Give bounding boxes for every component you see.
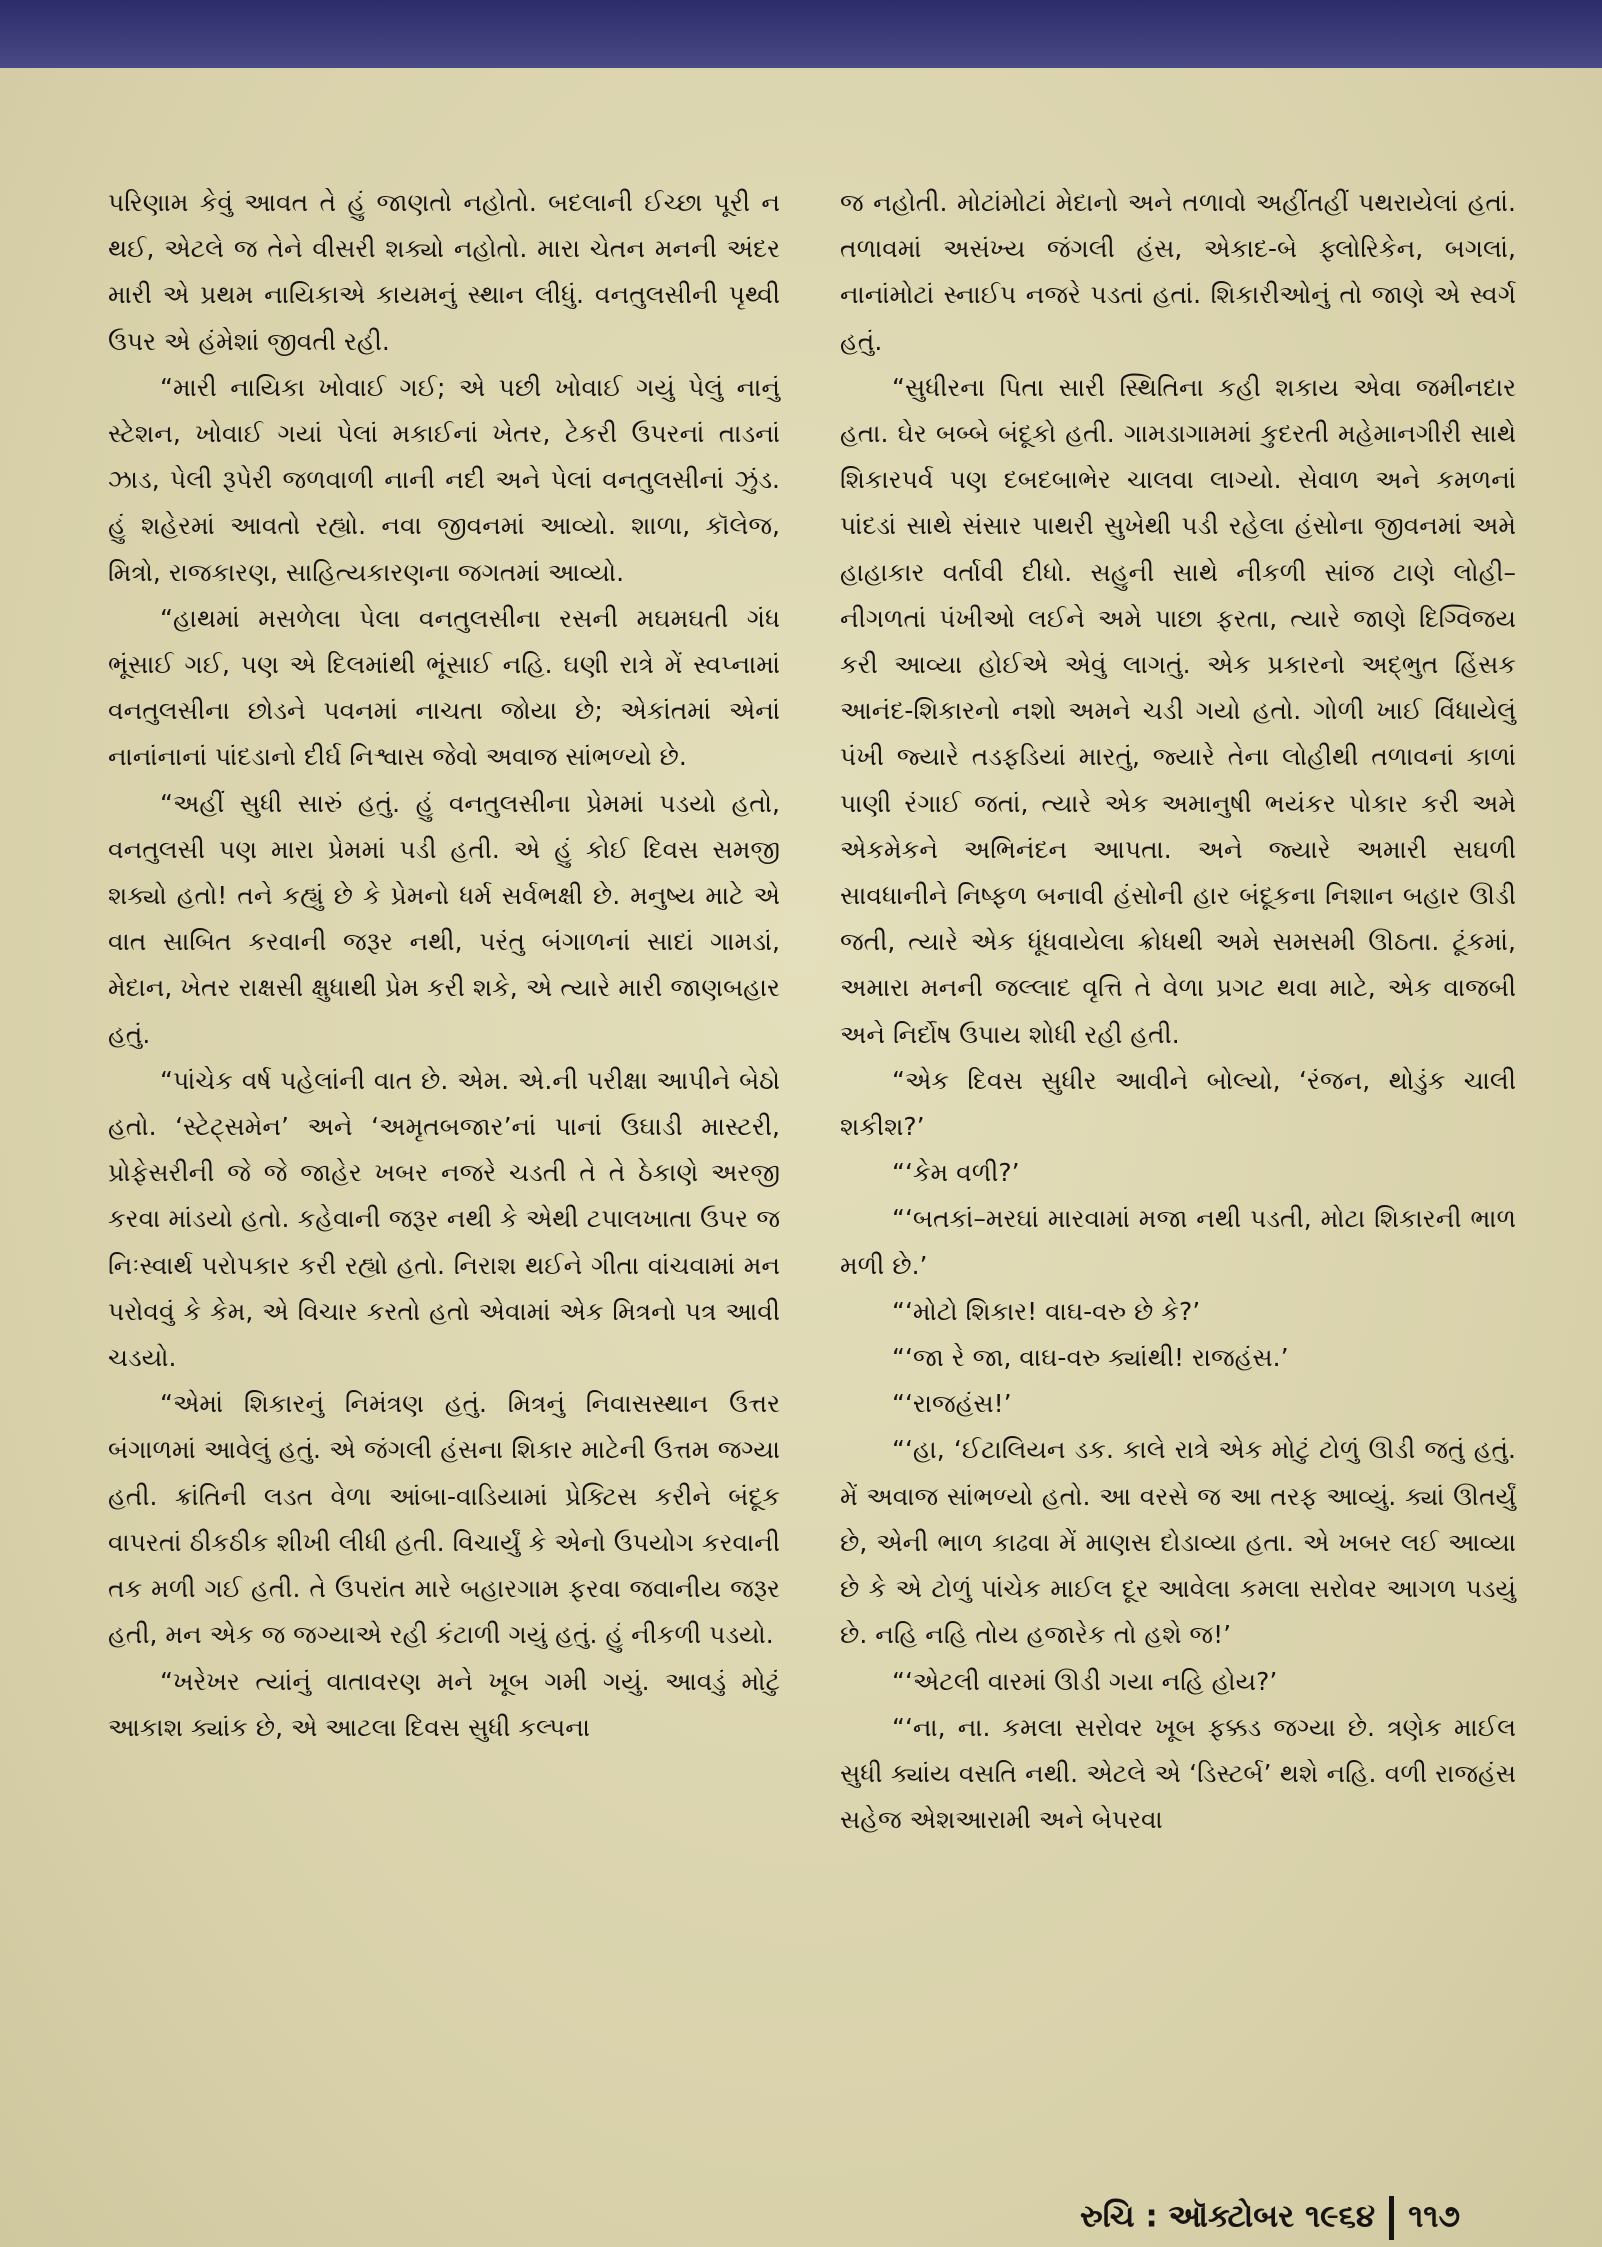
paragraph: “એમાં શિકારનું નિમંત્રણ હતું. મિત્રનું નિવાસસ્થાન ઉત્તર બંગાળમાં આવેલું હતું. એ જંગલી હંસના શિકાર માટેની ઉત્તમ જગ્યા હતી. ક્રાંતિની લડત વેળા આંબા-વાડિયામાં પ્રેક્ટિસ કરીને બંદૂક વાપરતાં ઠીકઠીક શીખી લીધી હતી. વિચાર્યું કે એનો ઉપયોગ કરવાની તક મળી ગઈ હતી. તે ઉપરાંત મારે બહારગામ ફરવા જવાનીય જરૂર હતી, મન એક જ જગ્યાએ રહી કંટાળી ગયું હતું. હું નીકળી પડયો. — [108, 1389, 780, 1650]
right-text-column — [840, 180, 1516, 1843]
paragraph: “‘રાજહંસ!’ — [892, 1389, 1012, 1419]
paragraph: “એક દિવસ સુધીર આવીને બોલ્યો, ‘રંજન, થોડુંક ચાલી શકીશ?’ — [840, 1065, 1516, 1142]
paragraph: “‘હા, ‘ઈટાલિયન ડક. કાલે રાત્રે એક મોટું ટોળું ઊડી જતું હતું. મેં અવાજ સાંભળ્યો હતો. આ વરસે જ આ તરફ આવ્યું. ક્યાં ઊતર્યું છે, એની ભાળ કાઢવા મેં માણસ દોડાવ્યા હતા. એ ખબર લઈ આવ્યા છે કે એ ટોળું પાંચેક માઈલ દૂર આવેલા કમલા સરોવર આગળ પડયું છે. નહિ નહિ તોય હજારેક તો હશે જ!’ — [840, 1435, 1516, 1650]
paragraph: “‘કેમ વળી?’ — [892, 1158, 1020, 1188]
paragraph: “ખરેખર ત્યાંનું વાતાવરણ મને ખૂબ ગમી ગયું. આવડું મોટું આકાશ ક્યાંક છે, એ આટલા દિવસ સુધી કલ્પના — [108, 1666, 780, 1742]
paragraph: “‘એટલી વારમાં ઊડી ગયા નહિ હોય?’ — [892, 1666, 1278, 1696]
paragraph: “મારી નાયિકા ખોવાઈ ગઈ; એ પછી ખોવાઈ ગયું પેલું નાનું સ્ટેશન, ખોવાઈ ગયાં પેલાં મકાઈનાં ખેતર, ટેકરી ઉપરનાં તાડનાં ઝાડ, પેલી રૂપેરી જળવાળી નાની નદી અને પેલાં વનતુલસીનાં ઝુંડ. હું શહેરમાં આવતો રહ્યો. નવા જીવનમાં આવ્યો. શાળા, કૉલેજ, મિત્રો, રાજકારણ, સાહિત્યકારણના જગતમાં આવ્યો. — [108, 372, 780, 587]
footer-divider — [1389, 2196, 1394, 2240]
magazine-issue-label: રુચિ : ઑક્ટોબર ૧૯૬૪ — [1080, 2198, 1376, 2235]
paragraph: “‘જા રે જા, વાઘ-વરુ ક્યાંથી! રાજહંસ.’ — [892, 1343, 1289, 1373]
paragraph: “‘બતકાં–મરઘાં મારવામાં મજા નથી પડતી, મોટા શિકારની ભાળ મળી છે.’ — [840, 1204, 1516, 1280]
page-number: ૧૧૭ — [1408, 2198, 1461, 2235]
paragraph: “‘ના, ના. કમલા સરોવર ખૂબ ફક્કડ જગ્યા છે. ત્રણેક માઈલ સુધી ક્યાંય વસતિ નથી. એટલે એ ‘ડિસ્ટર્બ’ થશે નહિ. વળી રાજહંસ સહેજ એશઆરામી અને બેપરવા — [840, 1712, 1516, 1835]
paragraph: પરિણામ કેવું આવત તે હું જાણતો નહોતો. બદલાની ઈચ્છા પૂરી ન થઈ, એટલે જ તેને વીસરી શક્યો નહોતો. મારા ચેતન મનની અંદર મારી એ પ્રથમ નાયિકાએ કાયમનું સ્થાન લીધું. વનતુલસીની પૃથ્વી ઉપર એ હંમેશાં જીવતી રહી. — [108, 188, 780, 356]
paragraph: “પાંચેક વર્ષ પહેલાંની વાત છે. એમ. એ.ની પરીક્ષા આપીને બેઠો હતો. ‘સ્ટેટ્સમેન’ અને ‘અમૃતબજાર’નાં પાનાં ઉઘાડી માસ્ટરી, પ્રોફેસરીની જે જે જાહેર ખબર નજરે ચડતી તે તે ઠેકાણે અરજી કરવા માંડયો હતો. કહેવાની જરૂર નથી કે એથી ટપાલખાતા ઉપર જ નિઃસ્વાર્થ પરોપકાર કરી રહ્યો હતો. નિરાશ થઈને ગીતા વાંચવામાં મન પરોવવું કે કેમ, એ વિચાર કરતો હતો એવામાં એક મિત્રનો પત્ર આવી ચડયો. — [108, 1065, 780, 1373]
paragraph: “‘મોટો શિકાર! વાઘ-વરુ છે કે?’ — [892, 1296, 1201, 1326]
paragraph: “સુધીરના પિતા સારી સ્થિતિના કહી શકાય એવા જમીનદાર હતા. ઘેર બબ્બે બંદૂકો હતી. ગામડાગામમાં કુદરતી મહેમાનગીરી સાથે શિકારપર્વ પણ દબદબાભેર ચાલવા લાગ્યો. સેવાળ અને કમળનાં પાંદડાં સાથે સંસાર પાથરી સુખેથી પડી રહેલા હંસોના જીવનમાં અમે હાહાકાર વર્તાવી દીધો. સહુની સાથે નીકળી સાંજ ટાણે લોહી–નીગળતાં પંખીઓ લઈને અમે પાછા ફરતા, ત્યારે જાણે દિગ્વિજય કરી આવ્યા હોઈએ એવું લાગતું. એક પ્રકારનો અદ્ભુત હિંસક આનંદ-શિકારનો નશો અમને ચડી ગયો હતો. ગોળી ખાઈ વિંધાયેલું પંખી જ્યારે તડફડિયાં મારતું, જ્યારે તેના લોહીથી તળાવનાં કાળાં પાણી રંગાઈ જતાં, ત્યારે એક અમાનુષી ભયંકર પોકાર કરી અમે એકમેકને અભિનંદન આપતા. અને જ્યારે અમારી સઘળી સાવધાનીને નિષ્ફળ બનાવી હંસોની હાર બંદૂકના નિશાન બહાર ઊડી જતી, ત્યારે એક ધૂંધવાયેલા ક્રોધથી અમે સમસમી ઊઠતા. ટૂંકમાં, અમારા મનની જલ્લાદ વૃત્તિ તે વેળા પ્રગટ થવા માટે, એક વાજબી અને નિર્દોષ ઉપાય શોધી રહી હતી. — [840, 372, 1516, 1049]
paragraph: “અહીં સુધી સારું હતું. હું વનતુલસીના પ્રેમમાં પડયો હતો, વનતુલસી પણ મારા પ્રેમમાં પડી હતી. એ હું કોઈ દિવસ સમજી શક્યો હતો! તને કહ્યું છે કે પ્રેમનો ધર્મ સર્વભક્ષી છે. મનુષ્ય માટે એ વાત સાબિત કરવાની જરૂર નથી, પરંતુ બંગાળનાં સાદાં ગામડાં, મેદાન, ખેતર રાક્ષસી ક્ષુધાથી પ્રેમ કરી શકે, એ ત્યારે મારી જાણબહાર હતું. — [108, 788, 780, 1049]
left-text-column — [108, 180, 780, 1751]
top-background-band — [0, 0, 1602, 68]
paragraph: “હાથમાં મસળેલા પેલા વનતુલસીના રસની મઘમઘતી ગંધ ભૂંસાઈ ગઈ, પણ એ દિલમાંથી ભૂંસાઈ નહિ. ઘણી રાત્રે મેં સ્વપ્નામાં વનતુલસીના છોડને પવનમાં નાચતા જોયા છે; એકાંતમાં એનાં નાનાંનાનાં પાંદડાનો દીર્ઘ નિશ્વાસ જેવો અવાજ સાંભળ્યો છે. — [108, 603, 780, 772]
page-footer — [1080, 2196, 1460, 2240]
paragraph: જ નહોતી. મોટાંમોટાં મેદાનો અને તળાવો અહીંતહીં પથરાયેલાં હતાં. તળાવમાં અસંખ્ય જંગલી હંસ, એકાદ-બે ફ્લોરિકેન, બગલાં, નાનાંમોટાં સ્નાઈપ નજરે પડતાં હતાં. શિકારીઓનું તો જાણે એ સ્વર્ગ હતું. — [840, 188, 1516, 356]
